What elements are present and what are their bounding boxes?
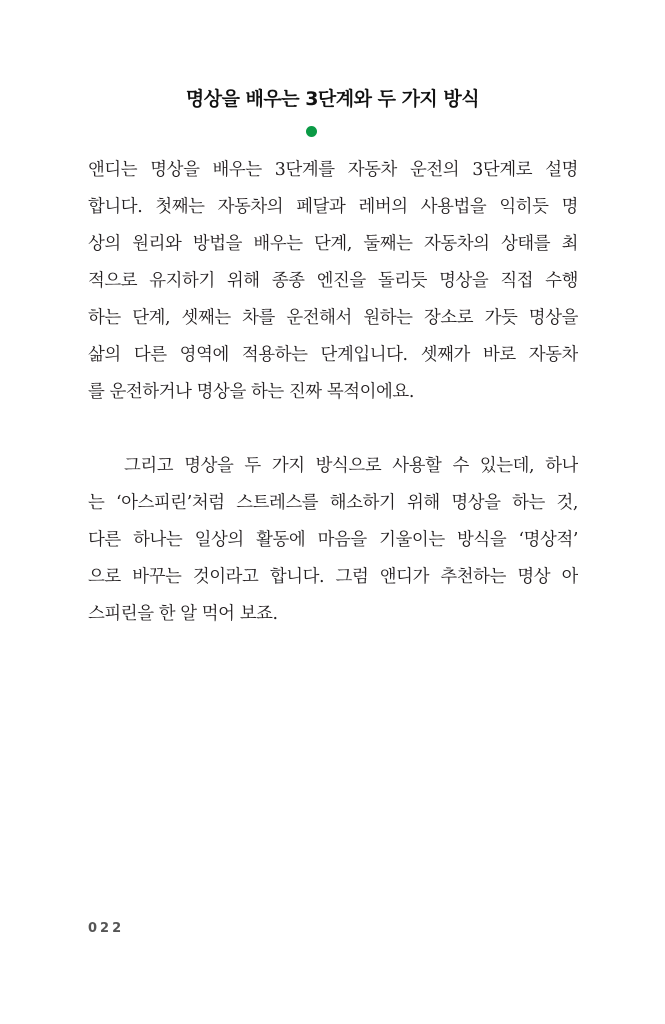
heading-dot-ornament [306,126,317,137]
paragraph-1 [88,152,578,411]
text-line: 하는 단계, 셋째는 차를 운전해서 원하는 장소로 가듯 명상을 [88,308,578,328]
paragraph-spacer [88,411,578,448]
paragraph-2 [88,448,578,633]
text-line: 스피린을 한 알 먹어 보죠. [88,604,278,624]
body-text [88,152,578,633]
text-line: 합니다. 첫째는 자동차의 페달과 레버의 사용법을 익히듯 명 [88,197,578,217]
page-number: 022 [88,921,125,936]
text-line: 적으로 유지하기 위해 종종 엔진을 돌리듯 명상을 직접 수행 [88,271,578,291]
text-line: 삶의 다른 영역에 적용하는 단계입니다. 셋째가 바로 자동차 [88,345,578,365]
text-line: 그리고 명상을 두 가지 방식으로 사용할 수 있는데, 하나 [124,456,578,476]
text-line: 다른 하나는 일상의 활동에 마음을 기울이는 방식을 ‘명상적’ [88,530,578,550]
text-line: 상의 원리와 방법을 배우는 단계, 둘째는 자동차의 상태를 최 [88,234,578,254]
text-line: 를 운전하거나 명상을 하는 진짜 목적이에요. [88,382,414,402]
text-line: 으로 바꾸는 것이라고 합니다. 그럼 앤디가 추천하는 명상 아 [88,567,578,587]
section-heading: 명상을 배우는 3단계와 두 가지 방식 [185,88,480,110]
text-line: 앤디는 명상을 배우는 3단계를 자동차 운전의 3단계로 설명 [88,160,578,180]
text-line: 는 ‘아스피린’처럼 스트레스를 해소하기 위해 명상을 하는 것, [88,493,578,513]
